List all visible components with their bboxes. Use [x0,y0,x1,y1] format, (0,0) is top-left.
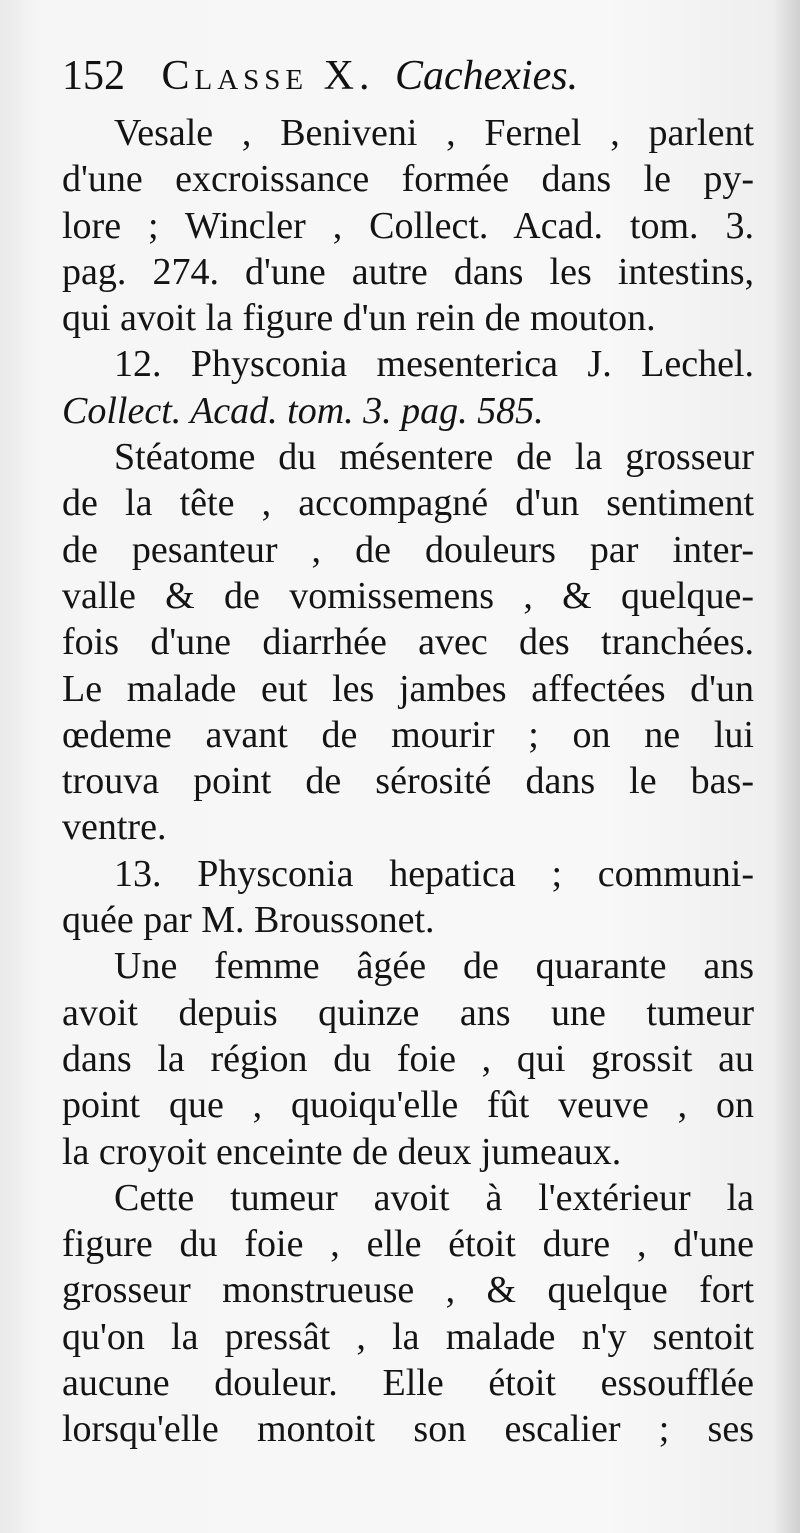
text-line: 13. Physconia hepatica ; communi- [114,852,754,895]
running-subtitle: Cachexies. [394,53,579,99]
text-line: qu'on la pressât , la malade n'y sentoit [62,1315,754,1358]
text-line: Collect. Acad. tom. 3. pag. 585. [62,389,544,432]
running-header [62,46,762,106]
text-line: aucune douleur. Elle étoit essoufflée [62,1362,754,1405]
text-line: avoit depuis quinze ans une tumeur [62,991,754,1034]
text-line: pag. 274. d'une autre dans les intestins, [62,250,754,293]
text-line: Vesale , Beniveni , Fernel , parlent [114,112,754,154]
text-line: ventre. [62,806,167,849]
text-line: de pesanteur , de douleurs par inter- [62,528,754,571]
body-text [62,110,754,1453]
text-line: d'une excroissance formée dans le py- [62,158,754,201]
text-line: la croyoit enceinte de deux jumeaux. [62,1130,622,1173]
text-line: de la tête , accompagné d'un sentiment [62,482,754,525]
text-line: lorsqu'elle montoit son escalier ; ses [62,1408,754,1451]
text-line: dans la région du foie , qui grossit au [62,1037,754,1080]
running-title: Classe X. [161,53,375,99]
text-line: figure du foie , elle étoit dure , d'une [62,1223,754,1266]
text-line: valle & de vomissemens , & quelque- [62,574,754,617]
text-line: œdeme avant de mourir ; on ne lui [62,713,754,756]
page-edge-shadow [772,0,800,1533]
text-line: Le malade eut les jambes affectées d'un [62,667,754,710]
text-line: lore ; Wincler , Collect. Acad. tom. 3. [62,204,754,247]
text-line: Une femme âgée de quarante ans [114,945,754,988]
text-line: Stéatome du mésentere de la grosseur [114,436,754,479]
text-line: Cette tumeur avoit à l'extérieur la [114,1176,754,1219]
text-line: quée par M. Broussonet. [62,899,435,942]
text-line: grosseur monstrueuse , & quelque fort [62,1269,754,1312]
page-number: 152 [62,53,125,99]
text-line: fois d'une diarrhée avec des tranchées. [62,621,754,664]
text-line: 12. Physconia mesenterica J. Lechel. [114,343,754,386]
text-line: qui avoit la figure d'un rein de mouton. [62,297,656,340]
text-line: point que , quoiqu'elle fût veuve , on [62,1084,754,1127]
text-line: trouva point de sérosité dans le bas- [62,760,754,803]
